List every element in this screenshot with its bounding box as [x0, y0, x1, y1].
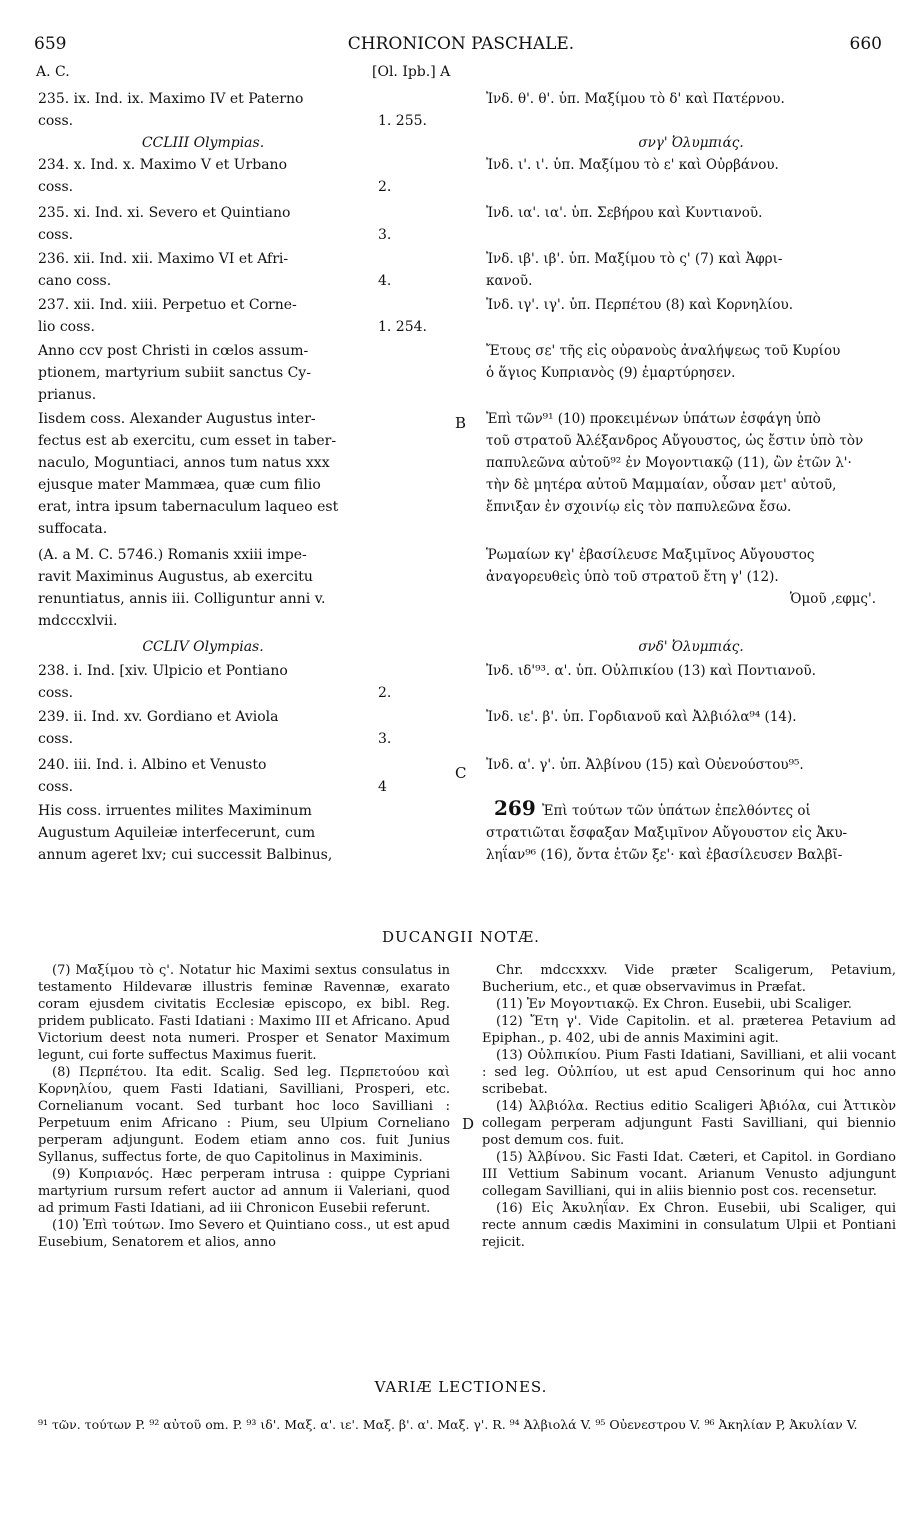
- olympiad-year-number: 4: [378, 779, 387, 795]
- latin-line: Augustum Aquileiæ interfecerunt, cum: [38, 825, 316, 841]
- greek-line: Ἰνδ. ιδ'⁹³. α'. ὑπ. Οὐλπικίου (13) καὶ Ποντιανοῦ.: [486, 663, 816, 679]
- greek-line: σνδ' Ὀλυμπιάς.: [638, 639, 744, 655]
- latin-line: 235. ix. Ind. ix. Maximo IV et Paterno: [38, 91, 304, 107]
- note-paragraph: (15) Ἀλβίνου. Sic Fasti Idat. Cæteri, et Capitol. in Gordiano III Vettium Sabinum vocant. Arianum Venusto adjungunt collegam Savilliani, qui in aliis biennio post cos. recensetur.: [482, 1150, 896, 1199]
- latin-line: annum ageret lxv; cui successit Balbinus,: [38, 847, 333, 863]
- olympiad-year-number: 3.: [378, 731, 392, 747]
- olympiad-year-number: 4.: [378, 273, 392, 289]
- note-paragraph: (9) Κυπριανός. Hæc perperam intrusa : quippe Cypriani martyrium rursum refert auctor ad annum ii Valeriani, quod ad primum Fasti Idatiani, ad iii Chronicon Eusebii referunt.: [38, 1167, 450, 1216]
- olympiad-year-number: 3.: [378, 227, 392, 243]
- olympiad-year-number: 2.: [378, 685, 392, 701]
- latin-line: naculo, Moguntiaci, annos tum natus xxx: [38, 455, 330, 471]
- latin-line: coss.: [38, 731, 74, 747]
- greek-line: Ἰνδ. ια'. ια'. ὑπ. Σεβήρου καὶ Κυντιανοῦ.: [486, 205, 763, 221]
- greek-line: παπυλεῶνα αὐτοῦ⁹² ἐν Μογοντιακῷ (11), ὢν ἐτῶν λ'·: [486, 455, 852, 471]
- column-label-ac: A. C.: [36, 64, 70, 80]
- note-paragraph: (8) Περπέτου. Ita edit. Scalig. Sed leg. Περπετούου καὶ Κορνηλίου, quem Fasti Idatiani, Savilliani, Prosperi, etc. Cornelianum vocant. Sed turbant hoc loco Savilliani : Perpetuum enim Africano : Pium, seu Ulpium Corneliano perperam adjungunt. Eodem etiam anno cos. fuit Junius Syllanus, suffectus forte, de quo Capitolinus in Maximinis.: [38, 1065, 450, 1165]
- greek-line: σνγ' Ὀλυμπιάς.: [638, 135, 744, 151]
- latin-line: 235. xi. Ind. xi. Severo et Quintiano: [38, 205, 291, 221]
- olympiad-year-number: 1. 254.: [378, 319, 427, 335]
- greek-line: Ἰνδ. ι'. ι'. ὑπ. Μαξίμου τὸ ε' καὶ Οὐρβάνου.: [486, 157, 779, 173]
- note-paragraph: (13) Οὐλπικίου. Pium Fasti Idatiani, Savilliani, et alii vocant : sed leg. Οὐλπίου, ut est apud Censorinum qui hoc anno scribebat.: [482, 1048, 896, 1097]
- olympiad-year-number: 1. 255.: [378, 113, 427, 129]
- latin-line: prianus.: [38, 387, 97, 403]
- greek-line: Ἰνδ. α'. γ'. ὑπ. Ἀλβίνου (15) καὶ Οὐενούστου⁹⁵.: [486, 757, 804, 773]
- latin-line: coss.: [38, 113, 74, 129]
- page-number-right: 660: [849, 34, 882, 54]
- latin-line: coss.: [38, 227, 74, 243]
- latin-line: cano coss.: [38, 273, 112, 289]
- latin-line: mdcccxlvii.: [38, 613, 118, 629]
- greek-line: Ἰνδ. ιγ'. ιγ'. ὑπ. Περπέτου (8) καὶ Κορνηλίου.: [486, 297, 794, 313]
- greek-line: ληΐαν⁹⁶ (16), ὄντα ἐτῶν ξε'· καὶ ἐβασίλευσεν Βαλβῖ-: [486, 847, 843, 863]
- latin-line: coss.: [38, 779, 74, 795]
- margin-letter-d: D: [462, 1115, 475, 1133]
- note-paragraph: (10) Ἐπὶ τούτων. Imo Severo et Quintiano coss., ut est apud Eusebium, Senatorem et alios, anno: [38, 1218, 450, 1250]
- latin-line: 239. ii. Ind. xv. Gordiano et Aviola: [38, 709, 279, 725]
- latin-line: 237. xii. Ind. xiii. Perpetuo et Corne-: [38, 297, 297, 313]
- latin-line: His coss. irruentes milites Maximinum: [38, 803, 312, 819]
- latin-line: coss.: [38, 179, 74, 195]
- note-paragraph: Chr. mdccxxxv. Vide præter Scaligerum, Petavium, Bucherium, etc., et quæ observavimus in Præfat.: [482, 963, 896, 995]
- note-paragraph: (16) Εἰς Ἀκυληΐαν. Ex Chron. Eusebii, ubi Scaliger, qui recte annum cædis Maximini in consulatum Ulpii et Pontiani rejicit.: [482, 1201, 896, 1250]
- greek-line: ἔπνιξαν ἐν σχοινίῳ εἰς τὸν παπυλεῶνα ἔσω.: [486, 499, 792, 515]
- latin-line: suffocata.: [38, 521, 108, 537]
- latin-line: 240. iii. Ind. i. Albino et Venusto: [38, 757, 267, 773]
- column-label-olympiad: [Ol. Ipb.] A: [372, 64, 451, 80]
- notes-left-column: [38, 962, 450, 1251]
- page-number-left: 659: [34, 34, 67, 54]
- latin-line: ptionem, martyrium subiit sanctus Cy-: [38, 365, 311, 381]
- note-paragraph: (12) Ἔτη γ'. Vide Capitolin. et al. præterea Petavium ad Epiphan., p. 402, ubi de annis Maximini agit.: [482, 1014, 896, 1046]
- greek-line: Ἰνδ. ιε'. β'. ὑπ. Γορδιανοῦ καὶ Ἀλβιόλα⁹⁴ (14).: [486, 709, 797, 725]
- latin-line: coss.: [38, 685, 74, 701]
- latin-line: ejusque mater Mammæa, quæ cum filio: [38, 477, 321, 493]
- page-title: CHRONICON PASCHALE.: [347, 34, 575, 54]
- greek-line: Ὁμοῦ ,εφμς'.: [789, 591, 876, 607]
- notes-title: DUCANGII NOTÆ.: [382, 928, 540, 946]
- latin-line: CCLIV Olympias.: [142, 639, 264, 655]
- greek-line: τὴν δὲ μητέρα αὐτοῦ Μαμμαίαν, οὖσαν μετ' αὐτοῦ,: [486, 477, 837, 493]
- margin-letter-b: B: [455, 414, 467, 432]
- greek-line: ὁ ἅγιος Κυπριανὸς (9) ἐμαρτύρησεν.: [486, 365, 736, 381]
- greek-line: τοῦ στρατοῦ Ἀλέξανδρος Αὔγουστος, ὡς ἔστιν ὑπὸ τὸν: [486, 433, 864, 449]
- variae-title: VARIÆ LECTIONES.: [374, 1378, 548, 1396]
- greek-line: Ῥωμαίων κγ' ἐβασίλευσε Μαξιμῖνος Αὔγουστος: [486, 547, 815, 563]
- greek-line: Ἰνδ. θ'. θ'. ὑπ. Μαξίμου τὸ δ' καὶ Πατέρνου.: [486, 91, 785, 107]
- latin-line: Anno ccv post Christi in cœlos assum-: [38, 343, 309, 359]
- variae-lectiones: ⁹¹ τῶν. τούτων P. ⁹² αὐτοῦ om. P. ⁹³ ιδ'. Μαξ. α'. ιε'. Μαξ. β'. α'. Μαξ. γ'. R. ⁹⁴ Ἀλβιολά V. ⁹⁵ Οὐενεστρου V. ⁹⁶ Ἀκηλίαν P, Ἀκυλίαν V.: [38, 1417, 858, 1432]
- column-number-big: 269: [494, 796, 536, 820]
- margin-letter-c: C: [455, 764, 467, 782]
- greek-line: ἀναγορευθεὶς ὑπὸ τοῦ στρατοῦ ἔτη γ' (12).: [486, 569, 779, 585]
- greek-line: στρατιῶται ἔσφαξαν Μαξιμῖνον Αὔγουστον εἰς Ἀκυ-: [486, 825, 848, 841]
- latin-line: 234. x. Ind. x. Maximo V et Urbano: [38, 157, 287, 173]
- note-paragraph: (7) Μαξίμου τὸ ς'. Notatur hic Maximi sextus consulatus in testamento Hildevaræ illustris feminæ Ravennæ, exarato coram ejusdem civitatis Ecclesiæ episcopo, ex bibl. Reg. pridem publicato. Fasti Idatiani : Maximo III et Africano. Apud Victorium deest nota numeri. Prosper et Senator Maximum legunt, cui forte suffectus Maximus fuerit.: [38, 963, 450, 1063]
- latin-line: ravit Maximinus Augustus, ab exercitu: [38, 569, 313, 585]
- latin-line: (A. a M. C. 5746.) Romanis xxiii impe-: [38, 547, 307, 563]
- greek-line: Ἐπὶ τούτων τῶν ὑπάτων ἐπελθόντες οἱ: [542, 803, 811, 819]
- running-header: [0, 34, 922, 56]
- latin-line: lio coss.: [38, 319, 95, 335]
- latin-line: CCLIII Olympias.: [141, 135, 265, 151]
- note-paragraph: (14) Ἀλβιόλα. Rectius editio Scaligeri Ἀβιόλα, cui Ἀττικὸν collegam perperam adjungunt Fasti Savilliani, qui biennio post demum cos. fuit.: [482, 1099, 896, 1148]
- greek-line: Ἔτους σε' τῆς εἰς οὐρανοὺς ἀναλήψεως τοῦ Κυρίου: [486, 343, 841, 359]
- note-paragraph: (11) Ἐν Μογοντιακῷ. Ex Chron. Eusebii, ubi Scaliger.: [496, 997, 852, 1012]
- notes-right-column: [482, 962, 896, 1251]
- olympiad-year-number: 2.: [378, 179, 392, 195]
- greek-line: Ἰνδ. ιβ'. ιβ'. ὑπ. Μαξίμου τὸ ς' (7) καὶ Ἀφρι-: [486, 251, 783, 267]
- latin-line: fectus est ab exercitu, cum esset in taber-: [38, 433, 337, 449]
- greek-line: κανοῦ.: [486, 273, 533, 289]
- greek-line: Ἐπὶ τῶν⁹¹ (10) προκειμένων ὑπάτων ἐσφάγη ὑπὸ: [486, 411, 821, 427]
- latin-line: 238. i. Ind. [xiv. Ulpicio et Pontiano: [38, 663, 288, 679]
- latin-line: 236. xii. Ind. xii. Maximo VI et Afri-: [38, 251, 289, 267]
- latin-line: renuntiatus, annis iii. Colliguntur anni v.: [38, 591, 326, 607]
- latin-line: Iisdem coss. Alexander Augustus inter-: [38, 411, 316, 427]
- latin-line: erat, intra ipsum tabernaculum laqueo est: [38, 499, 339, 515]
